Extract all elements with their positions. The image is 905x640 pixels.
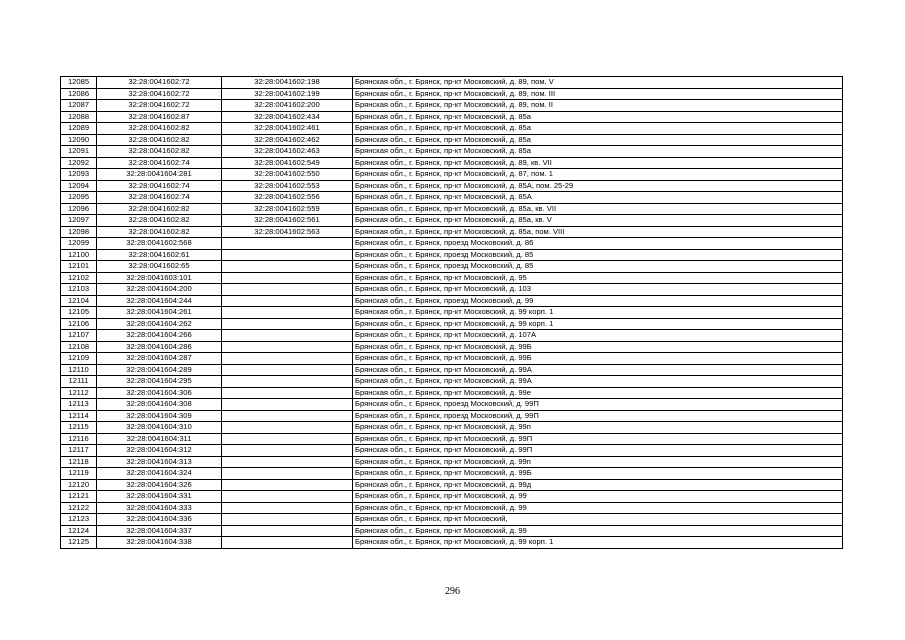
cadastral-number-cell: 32:28:0041602:72	[97, 77, 222, 89]
address-cell: Брянская обл., г. Брянск, пр-кт Московский, д. 85а	[353, 111, 843, 123]
cadastral-number-cell: 32:28:0041604:333	[97, 502, 222, 514]
row-number-cell: 12116	[61, 433, 97, 445]
address-cell: Брянская обл., г. Брянск, пр-кт Московский, д. 89, пом. V	[353, 77, 843, 89]
related-cadastral-number-cell: 32:28:0041602:461	[222, 123, 353, 135]
related-cadastral-number-cell	[222, 341, 353, 353]
cadastral-number-cell: 32:28:0041602:82	[97, 226, 222, 238]
table-row	[61, 261, 843, 273]
related-cadastral-number-cell: 32:28:0041602:434	[222, 111, 353, 123]
address-cell: Брянская обл., г. Брянск, пр-кт Московский, д. 99Б	[353, 341, 843, 353]
address-cell: Брянская обл., г. Брянск, пр-кт Московский, д. 99Б	[353, 353, 843, 365]
row-number-cell: 12097	[61, 215, 97, 227]
row-number-cell: 12125	[61, 537, 97, 549]
row-number-cell: 12124	[61, 525, 97, 537]
related-cadastral-number-cell	[222, 238, 353, 250]
address-cell: Брянская обл., г. Брянск, пр-кт Московский, д. 99	[353, 502, 843, 514]
address-cell: Брянская обл., г. Брянск, пр-кт Московский, д. 85а, кв. V	[353, 215, 843, 227]
related-cadastral-number-cell: 32:28:0041602:463	[222, 146, 353, 158]
related-cadastral-number-cell	[222, 261, 353, 273]
cadastral-number-cell: 32:28:0041602:61	[97, 249, 222, 261]
table-row	[61, 399, 843, 411]
address-cell: Брянская обл., г. Брянск, пр-кт Московский, д. 85А	[353, 192, 843, 204]
cadastral-number-cell: 32:28:0041604:309	[97, 410, 222, 422]
row-number-cell: 12123	[61, 514, 97, 526]
cadastral-number-cell: 32:28:0041604:266	[97, 330, 222, 342]
row-number-cell: 12098	[61, 226, 97, 238]
row-number-cell: 12092	[61, 157, 97, 169]
cadastral-number-cell: 32:28:0041604:244	[97, 295, 222, 307]
address-cell: Брянская обл., г. Брянск, пр-кт Московский, д. 99е	[353, 387, 843, 399]
table-row	[61, 479, 843, 491]
row-number-cell: 12109	[61, 353, 97, 365]
related-cadastral-number-cell	[222, 514, 353, 526]
row-number-cell: 12085	[61, 77, 97, 89]
table-row	[61, 433, 843, 445]
related-cadastral-number-cell: 32:28:0041602:550	[222, 169, 353, 181]
cadastral-number-cell: 32:28:0041604:310	[97, 422, 222, 434]
cadastral-number-cell: 32:28:0041602:82	[97, 146, 222, 158]
address-cell: Брянская обл., г. Брянск, пр-кт Московский, д. 99 корп. 1	[353, 307, 843, 319]
table-row	[61, 111, 843, 123]
related-cadastral-number-cell: 32:28:0041602:563	[222, 226, 353, 238]
row-number-cell: 12113	[61, 399, 97, 411]
related-cadastral-number-cell	[222, 249, 353, 261]
table-row	[61, 249, 843, 261]
table-row	[61, 123, 843, 135]
row-number-cell: 12102	[61, 272, 97, 284]
table-row	[61, 491, 843, 503]
cadastral-number-cell: 32:28:0041602:82	[97, 134, 222, 146]
cadastral-number-cell: 32:28:0041604:313	[97, 456, 222, 468]
row-number-cell: 12114	[61, 410, 97, 422]
address-cell: Брянская обл., г. Брянск, пр-кт Московский, д. 89, пом. III	[353, 88, 843, 100]
related-cadastral-number-cell	[222, 399, 353, 411]
cadastral-number-cell: 32:28:0041604:324	[97, 468, 222, 480]
address-cell: Брянская обл., г. Брянск, пр-кт Московский, д. 99п	[353, 456, 843, 468]
cadastral-number-cell: 32:28:0041602:65	[97, 261, 222, 273]
row-number-cell: 12103	[61, 284, 97, 296]
table-row	[61, 537, 843, 549]
cadastral-number-cell: 32:28:0041602:72	[97, 88, 222, 100]
row-number-cell: 12095	[61, 192, 97, 204]
address-cell: Брянская обл., г. Брянск, пр-кт Московский, д. 99	[353, 525, 843, 537]
related-cadastral-number-cell	[222, 456, 353, 468]
table-row	[61, 353, 843, 365]
related-cadastral-number-cell	[222, 330, 353, 342]
cadastral-number-cell: 32:28:0041604:331	[97, 491, 222, 503]
table-row	[61, 215, 843, 227]
cadastral-number-cell: 32:28:0041604:295	[97, 376, 222, 388]
address-cell: Брянская обл., г. Брянск, проезд Московский, д. 99	[353, 295, 843, 307]
table-row	[61, 100, 843, 112]
address-cell: Брянская обл., г. Брянск, пр-кт Московский, д. 99п	[353, 422, 843, 434]
row-number-cell: 12093	[61, 169, 97, 181]
row-number-cell: 12118	[61, 456, 97, 468]
table-row	[61, 422, 843, 434]
row-number-cell: 12091	[61, 146, 97, 158]
related-cadastral-number-cell	[222, 307, 353, 319]
row-number-cell: 12120	[61, 479, 97, 491]
address-cell: Брянская обл., г. Брянск, пр-кт Московский, д. 99Б	[353, 468, 843, 480]
related-cadastral-number-cell: 32:28:0041602:199	[222, 88, 353, 100]
cadastral-number-cell: 32:28:0041604:289	[97, 364, 222, 376]
row-number-cell: 12090	[61, 134, 97, 146]
table-row	[61, 387, 843, 399]
row-number-cell: 12104	[61, 295, 97, 307]
row-number-cell: 12106	[61, 318, 97, 330]
cadastral-number-cell: 32:28:0041604:326	[97, 479, 222, 491]
table-row	[61, 307, 843, 319]
table-row	[61, 341, 843, 353]
address-cell: Брянская обл., г. Брянск, проезд Московский, д. 85	[353, 261, 843, 273]
cadastral-number-cell: 32:28:0041604:286	[97, 341, 222, 353]
row-number-cell: 12108	[61, 341, 97, 353]
row-number-cell: 12086	[61, 88, 97, 100]
row-number-cell: 12115	[61, 422, 97, 434]
cadastral-number-cell: 32:28:0041604:338	[97, 537, 222, 549]
address-cell: Брянская обл., г. Брянск, пр-кт Московский, д. 99 корп. 1	[353, 318, 843, 330]
cadastral-number-cell: 32:28:0041602:568	[97, 238, 222, 250]
row-number-cell: 12096	[61, 203, 97, 215]
row-number-cell: 12099	[61, 238, 97, 250]
table-row	[61, 192, 843, 204]
cadastral-number-cell: 32:28:0041604:200	[97, 284, 222, 296]
cadastral-number-cell: 32:28:0041604:311	[97, 433, 222, 445]
row-number-cell: 12119	[61, 468, 97, 480]
address-cell: Брянская обл., г. Брянск, пр-кт Московский, д. 99д	[353, 479, 843, 491]
address-cell: Брянская обл., г. Брянск, пр-кт Московский, д. 99А	[353, 364, 843, 376]
address-cell: Брянская обл., г. Брянск, пр-кт Московский, д. 85А, пом. 25-29	[353, 180, 843, 192]
cadastral-number-cell: 32:28:0041602:74	[97, 157, 222, 169]
related-cadastral-number-cell	[222, 376, 353, 388]
table-row	[61, 318, 843, 330]
table-row	[61, 514, 843, 526]
cadastral-number-cell: 32:28:0041604:287	[97, 353, 222, 365]
table-row	[61, 169, 843, 181]
related-cadastral-number-cell	[222, 433, 353, 445]
related-cadastral-number-cell	[222, 491, 353, 503]
cadastral-number-cell: 32:28:0041604:337	[97, 525, 222, 537]
address-cell: Брянская обл., г. Брянск, пр-кт Московский, д. 99 корп. 1	[353, 537, 843, 549]
table-row	[61, 330, 843, 342]
cadastral-number-cell: 32:28:0041602:82	[97, 203, 222, 215]
table-row	[61, 468, 843, 480]
related-cadastral-number-cell	[222, 422, 353, 434]
address-cell: Брянская обл., г. Брянск, пр-кт Московский, д. 99А	[353, 376, 843, 388]
address-cell: Брянская обл., г. Брянск, проезд Московский, д. 86	[353, 238, 843, 250]
related-cadastral-number-cell: 32:28:0041602:559	[222, 203, 353, 215]
cadastral-number-cell: 32:28:0041604:312	[97, 445, 222, 457]
cadastral-number-cell: 32:28:0041604:336	[97, 514, 222, 526]
table-row	[61, 502, 843, 514]
address-cell: Брянская обл., г. Брянск, пр-кт Московский,	[353, 514, 843, 526]
table-row	[61, 146, 843, 158]
address-cell: Брянская обл., г. Брянск, пр-кт Московский, д. 85а, кв. VII	[353, 203, 843, 215]
related-cadastral-number-cell	[222, 295, 353, 307]
table-row	[61, 364, 843, 376]
address-cell: Брянская обл., г. Брянск, пр-кт Московский, д. 85а	[353, 123, 843, 135]
address-cell: Брянская обл., г. Брянск, проезд Московский, д. 99П	[353, 399, 843, 411]
row-number-cell: 12107	[61, 330, 97, 342]
related-cadastral-number-cell: 32:28:0041602:462	[222, 134, 353, 146]
related-cadastral-number-cell	[222, 479, 353, 491]
related-cadastral-number-cell	[222, 445, 353, 457]
row-number-cell: 12117	[61, 445, 97, 457]
row-number-cell: 12122	[61, 502, 97, 514]
address-cell: Брянская обл., г. Брянск, пр-кт Московский, д. 85а, пом. VIII	[353, 226, 843, 238]
related-cadastral-number-cell: 32:28:0041602:556	[222, 192, 353, 204]
related-cadastral-number-cell	[222, 272, 353, 284]
related-cadastral-number-cell	[222, 387, 353, 399]
address-cell: Брянская обл., г. Брянск, проезд Московский, д. 99П	[353, 410, 843, 422]
related-cadastral-number-cell: 32:28:0041602:561	[222, 215, 353, 227]
cadastral-number-cell: 32:28:0041602:72	[97, 100, 222, 112]
row-number-cell: 12100	[61, 249, 97, 261]
table-row	[61, 134, 843, 146]
related-cadastral-number-cell: 32:28:0041602:549	[222, 157, 353, 169]
related-cadastral-number-cell	[222, 525, 353, 537]
cadastral-number-cell: 32:28:0041602:74	[97, 180, 222, 192]
related-cadastral-number-cell	[222, 353, 353, 365]
table-row	[61, 272, 843, 284]
row-number-cell: 12110	[61, 364, 97, 376]
cadastral-number-cell: 32:28:0041603:101	[97, 272, 222, 284]
related-cadastral-number-cell	[222, 364, 353, 376]
cadastral-number-cell: 32:28:0041604:306	[97, 387, 222, 399]
related-cadastral-number-cell	[222, 318, 353, 330]
address-cell: Брянская обл., г. Брянск, пр-кт Московский, д. 99	[353, 491, 843, 503]
cadastral-number-cell: 32:28:0041604:261	[97, 307, 222, 319]
row-number-cell: 12089	[61, 123, 97, 135]
table-row	[61, 376, 843, 388]
table-row	[61, 180, 843, 192]
address-cell: Брянская обл., г. Брянск, проезд Московский, д. 85	[353, 249, 843, 261]
table-row	[61, 295, 843, 307]
cadastral-number-cell: 32:28:0041604:281	[97, 169, 222, 181]
related-cadastral-number-cell: 32:28:0041602:198	[222, 77, 353, 89]
related-cadastral-number-cell	[222, 502, 353, 514]
row-number-cell: 12105	[61, 307, 97, 319]
table-row	[61, 157, 843, 169]
table-row	[61, 226, 843, 238]
cadastral-number-cell: 32:28:0041602:82	[97, 215, 222, 227]
table-row	[61, 445, 843, 457]
table-row	[61, 203, 843, 215]
register-table-body	[61, 77, 843, 549]
table-row	[61, 284, 843, 296]
row-number-cell: 12101	[61, 261, 97, 273]
table-row	[61, 525, 843, 537]
row-number-cell: 12087	[61, 100, 97, 112]
address-cell: Брянская обл., г. Брянск, пр-кт Московский, д. 107А	[353, 330, 843, 342]
table-row	[61, 238, 843, 250]
address-cell: Брянская обл., г. Брянск, пр-кт Московский, д. 85а	[353, 146, 843, 158]
row-number-cell: 12121	[61, 491, 97, 503]
row-number-cell: 12111	[61, 376, 97, 388]
cadastral-number-cell: 32:28:0041602:74	[97, 192, 222, 204]
row-number-cell: 12088	[61, 111, 97, 123]
related-cadastral-number-cell	[222, 284, 353, 296]
related-cadastral-number-cell	[222, 410, 353, 422]
address-cell: Брянская обл., г. Брянск, пр-кт Московский, д. 99П	[353, 433, 843, 445]
table-row	[61, 410, 843, 422]
address-cell: Брянская обл., г. Брянск, пр-кт Московский, д. 89, пом. II	[353, 100, 843, 112]
address-cell: Брянская обл., г. Брянск, пр-кт Московский, д. 89, кв. VII	[353, 157, 843, 169]
table-row	[61, 456, 843, 468]
page-number: 296	[445, 586, 460, 597]
related-cadastral-number-cell	[222, 468, 353, 480]
cadastral-number-cell: 32:28:0041602:82	[97, 123, 222, 135]
cadastral-number-cell: 32:28:0041602:87	[97, 111, 222, 123]
table-row	[61, 77, 843, 89]
row-number-cell: 12112	[61, 387, 97, 399]
address-cell: Брянская обл., г. Брянск, пр-кт Московский, д. 95	[353, 272, 843, 284]
related-cadastral-number-cell: 32:28:0041602:553	[222, 180, 353, 192]
table-row	[61, 88, 843, 100]
cadastral-number-cell: 32:28:0041604:308	[97, 399, 222, 411]
address-cell: Брянская обл., г. Брянск, пр-кт Московский, д. 87, пом. 1	[353, 169, 843, 181]
related-cadastral-number-cell: 32:28:0041602:200	[222, 100, 353, 112]
address-cell: Брянская обл., г. Брянск, пр-кт Московский, д. 103	[353, 284, 843, 296]
related-cadastral-number-cell	[222, 537, 353, 549]
address-cell: Брянская обл., г. Брянск, пр-кт Московский, д. 85а	[353, 134, 843, 146]
row-number-cell: 12094	[61, 180, 97, 192]
register-table	[60, 76, 843, 549]
address-cell: Брянская обл., г. Брянск, пр-кт Московский, д. 99П	[353, 445, 843, 457]
cadastral-number-cell: 32:28:0041604:262	[97, 318, 222, 330]
